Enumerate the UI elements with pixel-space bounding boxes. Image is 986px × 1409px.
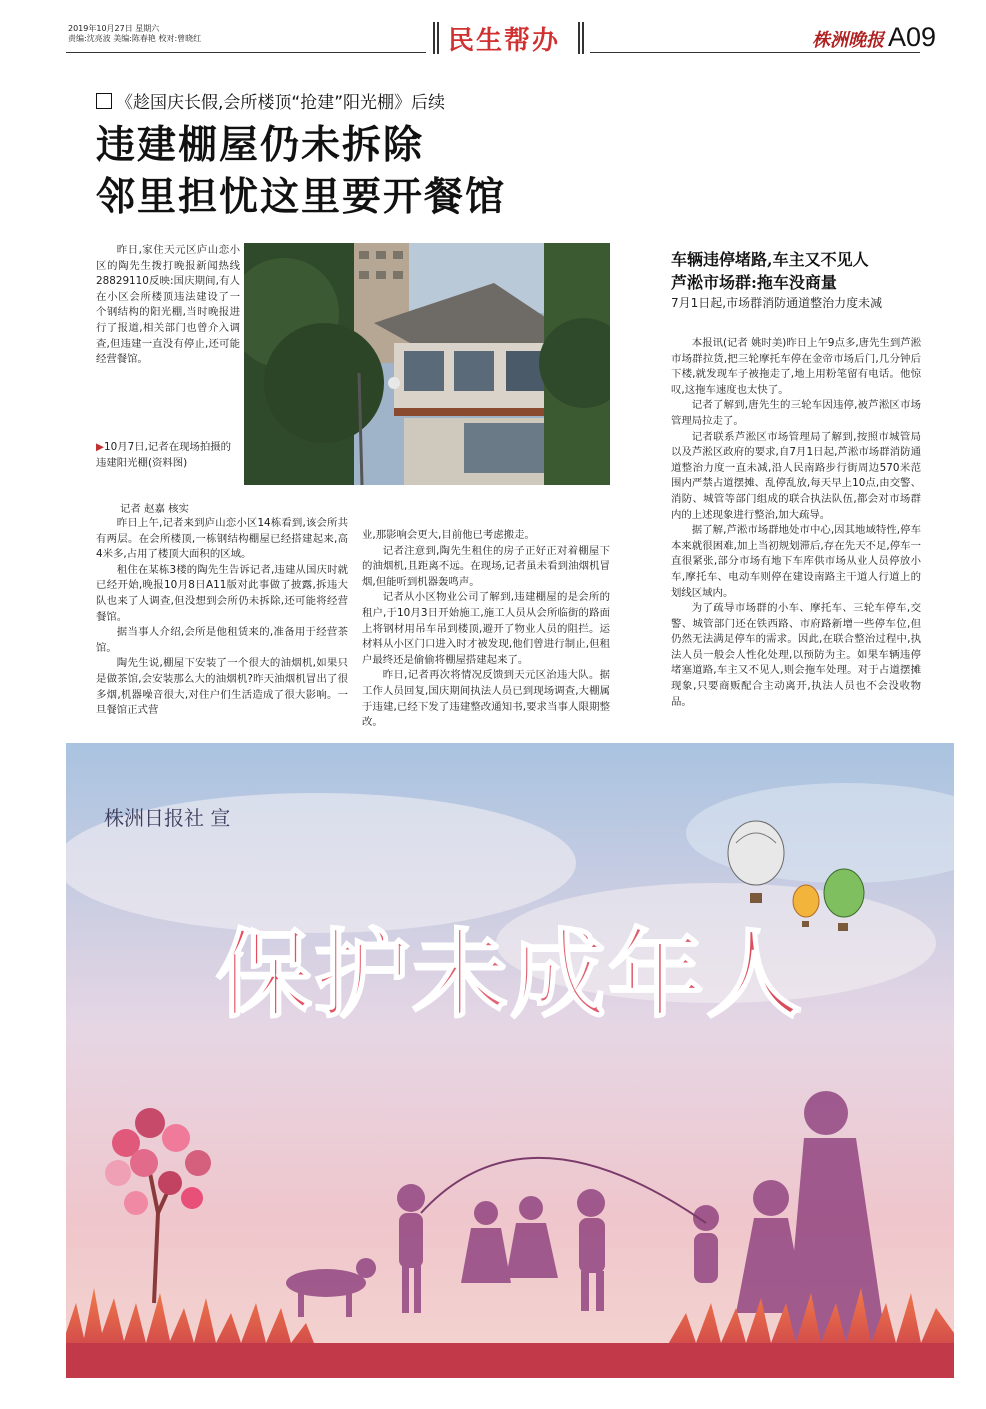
- paragraph: 陶先生说,棚屋下安装了一个很大的油烟机,如果只是做茶馆,会安装那么大的油烟机?昨天油烟机冒出了很多烟,机器噪音很大,对住户们生活造成了很大影响。一旦餐馆正式营: [96, 657, 348, 717]
- paragraph: 记者联系芦淞区市场管理局了解到,按照市城管局以及芦淞区政府的要求,自7月1日起,芦淞市场群消防通道整治力度一直未减,沿人民南路步行街周边570米范围内严禁占道摆摊、乱停乱放,每天早上10点,由交警、消防、城管等部门组成的联合执法队伍,都会对市场群内的上述现象进行整治,加大疏导。: [671, 430, 921, 521]
- box-icon: [96, 93, 112, 109]
- paragraph: 记者从小区物业公司了解到,违建棚屋的是会所的租户,于10月3日开始施工,施工人员从会所临街的路面上将钢材用吊车吊到楼顶,避开了物业人员的阻拦。运材料从小区门口进入时才被发现,他们曾进行制止,但租户最终还是偷偷将棚屋搭建起来了。: [362, 591, 610, 666]
- article-column-1: [96, 516, 348, 719]
- article-lead: 昨日,家住天元区庐山恋小区的陶先生拨打晚报新闻热线28829110反映:国庆期间,有人在小区会所楼顶违法建设了一个钢结构的阳光棚,当时晚报进行了报道,相关部门也曾介入调查,但违建一直没有停止,还可能经营餐馆。: [96, 244, 240, 366]
- header-meta: [68, 24, 201, 44]
- date-line: 2019年10月27日 星期六: [68, 24, 160, 33]
- paragraph: 为了疏导市场群的小车、摩托车、三轮车停车,交警、城管部门还在铁西路、市府路新增一些停车位,但仍然无法满足停车的需求。因此,在联合整治过程中,执法人员一般会人性化处理,以预防为主。如果车辆违停堵塞道路,车主又不见人,则会拖车处理。对于占道摆摊现象,只要商贩配合主动离开,执法人员也不会没收物品。: [671, 602, 921, 708]
- header-rule-left: [66, 52, 426, 53]
- side-article-body: [671, 336, 921, 710]
- ad-slogan: 保护未成年人: [216, 919, 804, 1031]
- public-service-ad: [66, 743, 954, 1378]
- photo-caption: [96, 440, 240, 471]
- side-headline-line-2: 芦淞市场群:拖车没商量: [671, 273, 837, 292]
- triangle-icon: ▶: [96, 441, 104, 453]
- article-column-2: [362, 528, 610, 731]
- paragraph: 据了解,芦淞市场群地处市中心,因其地域特性,停车本来就很困难,加上当初规划滞后,存在先天不足,停车一直很紧张,部分市场有地下车库供市场从业人员停放小车,摩托车、电动车则停在建设南路主干道人行道上的划线区域内。: [671, 524, 921, 599]
- kicker-text: 《趁国庆长假,会所楼顶“抢建”阳光棚》后续: [116, 93, 446, 113]
- caption-text: 10月7日,记者在现场拍摄的违建阳光棚(资料图): [96, 441, 232, 469]
- paragraph: 记者注意到,陶先生租住的房子正好正对着棚屋下的油烟机,且距离不远。在现场,记者虽未看到油烟机冒烟,但能听到机器轰鸣声。: [362, 544, 610, 588]
- header-divider-right: [578, 22, 584, 54]
- headline-line-2: 邻里担忧这里要开餐馆: [96, 175, 507, 220]
- paragraph: 本报讯(记者 姚时美)昨日上午9点多,唐先生到芦淞市场群拉货,把三轮摩托车停在金帝市场后门,几分钟后下楼,就发现车子被拖走了,地上用粉笔留有电话。他惊叹,这拖车速度也太快了。: [671, 337, 921, 396]
- paragraph: 据当事人介绍,会所是他租赁来的,准备用于经营茶馆。: [96, 626, 348, 654]
- paragraph: 记者了解到,唐先生的三轮车因违停,被芦淞区市场管理局拉走了。: [671, 399, 921, 427]
- paragraph: 业,那影响会更大,目前他已考虑搬走。: [362, 529, 535, 541]
- ad-publisher: 株洲日报社 宣: [104, 806, 231, 830]
- paragraph: 昨日,记者再次将情况反馈到天元区治违大队。据工作人员回复,国庆期间执法人员已到现场调查,大棚属于违建,已经下发了违建整改通知书,要求当事人限期整改。: [362, 669, 610, 729]
- side-subtitle: 7月1日起,市场群消防通道整治力度未减: [671, 296, 883, 310]
- editor-line: 责编:沈亮波 美编:陈春艳 校对:曾晓红: [68, 34, 202, 43]
- reporter-credit: 记者 赵嘉 核实: [120, 503, 189, 515]
- building-photo: [244, 243, 610, 485]
- header-divider-left: [433, 22, 439, 54]
- page-number: A09: [888, 22, 937, 52]
- headline-line-1: 违建棚屋仍未拆除: [96, 123, 425, 168]
- newspaper-brand-logo: 株洲晚报: [812, 30, 884, 51]
- paragraph: 租住在某栋3楼的陶先生告诉记者,违建从国庆时就已经开始,晚报10月8日A11版对此事做了披露,拆违大队也来了人调查,但没想到会所仍未拆除,还可能将经营餐馆。: [96, 563, 348, 623]
- headline-kicker: [96, 88, 445, 113]
- header-rule-right: [590, 52, 920, 53]
- paragraph: 昨日上午,记者来到庐山恋小区14栋看到,该会所共有两层。在会所楼顶,一栋钢结构棚屋已经搭建起来,高4米多,占用了楼顶大面积的区域。: [96, 517, 348, 561]
- side-headline-line-1: 车辆违停堵路,车主又不见人: [671, 250, 869, 269]
- section-title: 民生帮办: [448, 26, 561, 56]
